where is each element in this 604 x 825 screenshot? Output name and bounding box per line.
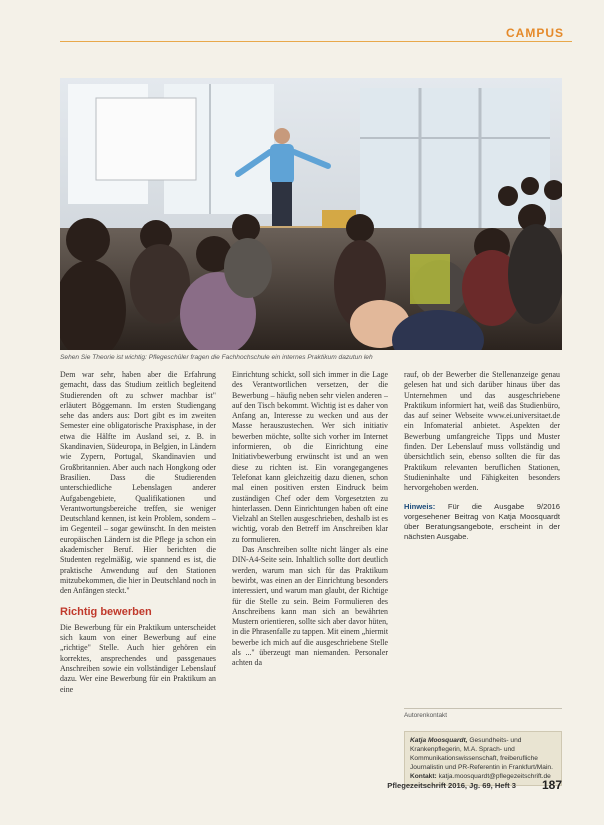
subheading: Richtig bewerben — [60, 605, 152, 618]
column-1 — [60, 370, 216, 695]
lecture-photo — [60, 78, 562, 350]
paragraph: Die Bewerbung für ein Praktikum unterscheidet sich kaum von einer Bewerbung auf eine „richtige" Stelle. Auch hier gehören ein korrektes, ansprechendes und passgenaues Anschreiben sowie ein vollständiger Lebenslauf dazu. Wer eine Bewerbung für ein Praktikum an eine — [60, 622, 216, 694]
paragraph: Einrichtung schickt, soll sich immer in die Lage des Verantwortlichen versetzen, der die Bewerbung – häufig neben sehr vielen anderen – auf den Tisch bekommt. Wichtig ist es daher von Anfang an, Interesse zu wecken und aus der Masse herauszustechen. Wer sich initiativ bewerben möchte, sollte sich vorher im Internet informieren, ob die Einrichtung eine Initiativbewerbung erwünscht ist und an wen diese zu richten ist. Ein vorangegangenes Telefonat kann gleichzeitig dazu dienen, schon mal einen positiven ersten Eindruck beim zuständigen Chef oder dem Vorgesetzten zu hinterlassen. Denn Einrichtungen haben oft eine Vielzahl an Stellen ausgeschrieben, deshalb ist es wichtig, vorab den Betreff im Anschreiben klar zu formulieren. — [232, 370, 388, 544]
paragraph: rauf, ob der Bewerber die Stellenanzeige genau gelesen hat und sich darüber hinaus über das Unternehmen und das ausgeschriebene Praktikum informiert hat, weiß das Studienbüro, das auf seiner Webseite www.ei.universitaet.de ein Infomaterial anbietet. Aspekten der Bewerbung umfangreiche Tipps und Muster finden. Der Lebenslauf muss vollständig und übersichtlich sein, ebenso sollten die für das Praktikum relevanten beruflichen Stationen, Studieninhalte und Fähigkeiten besonders hervorgehoben werden. — [404, 370, 560, 493]
page-footer — [60, 778, 562, 794]
author-contact-box — [404, 708, 562, 786]
article-body — [60, 370, 562, 780]
note-label: Hinweis: — [404, 501, 436, 511]
section-header-bar — [60, 24, 572, 42]
journal-citation: Pflegezeitschrift 2016, Jg. 69, Heft 3 — [387, 781, 516, 790]
section-label: CAMPUS — [505, 26, 564, 40]
author-box-title: Autorenkontakt — [404, 712, 447, 719]
column-2 — [232, 370, 388, 669]
contact-email[interactable]: katja.moosquardt@pflegezeitschrift.de — [438, 773, 551, 780]
editorial-note — [404, 502, 560, 543]
note-text: Für die Ausgabe 9/2016 vorgesehener Beitrag von Katja Moosquardt über Beratungsangebote, erscheint in der nächsten Ausgabe. — [404, 501, 560, 542]
paragraph: Das Anschreiben sollte nicht länger als eine DIN-A4-Seite sein. Inhaltlich sollte dort deutlich werden, warum man sich für das Praktikum bewirbt, was einen an der Einrichtung besonders interessiert, und warum man glaubt, der Richtige für die Stelle zu sein. Beim Formulieren des Anschreibens kann man sich an bewährten Mustern orientieren, sollte sich aber davor hüten, in die Phrasenfalle zu tappen. Mit einem „hiermit bewerbe ich mich auf die ausgeschriebene Stelle als ..." überzeugt man niemanden. Personaler achten da — [232, 545, 389, 668]
contact-label: Kontakt: — [410, 773, 437, 780]
photo-caption: Sehen Sie Theorie ist wichtig: Pflegeschüler fragen die Fachhochschule ein internes Praktikum dazutun leh — [60, 354, 373, 361]
page-number: 187 — [541, 778, 562, 792]
column-3 — [404, 370, 560, 543]
author-name: Katja Moosquardt, — [410, 737, 468, 744]
author-bio: Gesundheits- und Krankenpflegerin, M.A. Sprach- und Kommunikationswissenschaft, freiberufliche Journalistin und PR-Referentin in Frankfurt/Main. — [410, 737, 553, 771]
paragraph: Dem war sehr, haben aber die Erfahrung gemacht, dass das Studium zeitlich begleitend Studierenden oft zu schwer machbar ist" erläutert Böggemann. Im ersten Studiengang sehe das anders aus: Dort gibt es im zweiten Semester eine obligatorische Praxisphase, in der etwa die Hälfte im Ausland sei, z. B. in Skandinavien, Südeuropa, in Belgien, in Ländern wie Zypern, Portugal, Skandinavien und Großbritannien. Aber auch nach Hongkong oder Brasilien. Dass die Studierenden unterschiedliche Lebenslagen anderer Aufgabengebiete, Qualifikationen und Verantwortungsbereiche treffen, sie weniger Deutschland kennen, ist kein Problem, sondern – im Gegenteil – sogar gewünscht. In den meisten europäischen Ländern ist die Pflege ja schon ein akademischer Beruf. Hier berichten die Studenten regelmäßig, wie spannend es ist, die praktische Anwendung auf den Stationen mitzubekommen, die hier in Deutschland noch in den Anfängen steckt." — [60, 370, 216, 596]
